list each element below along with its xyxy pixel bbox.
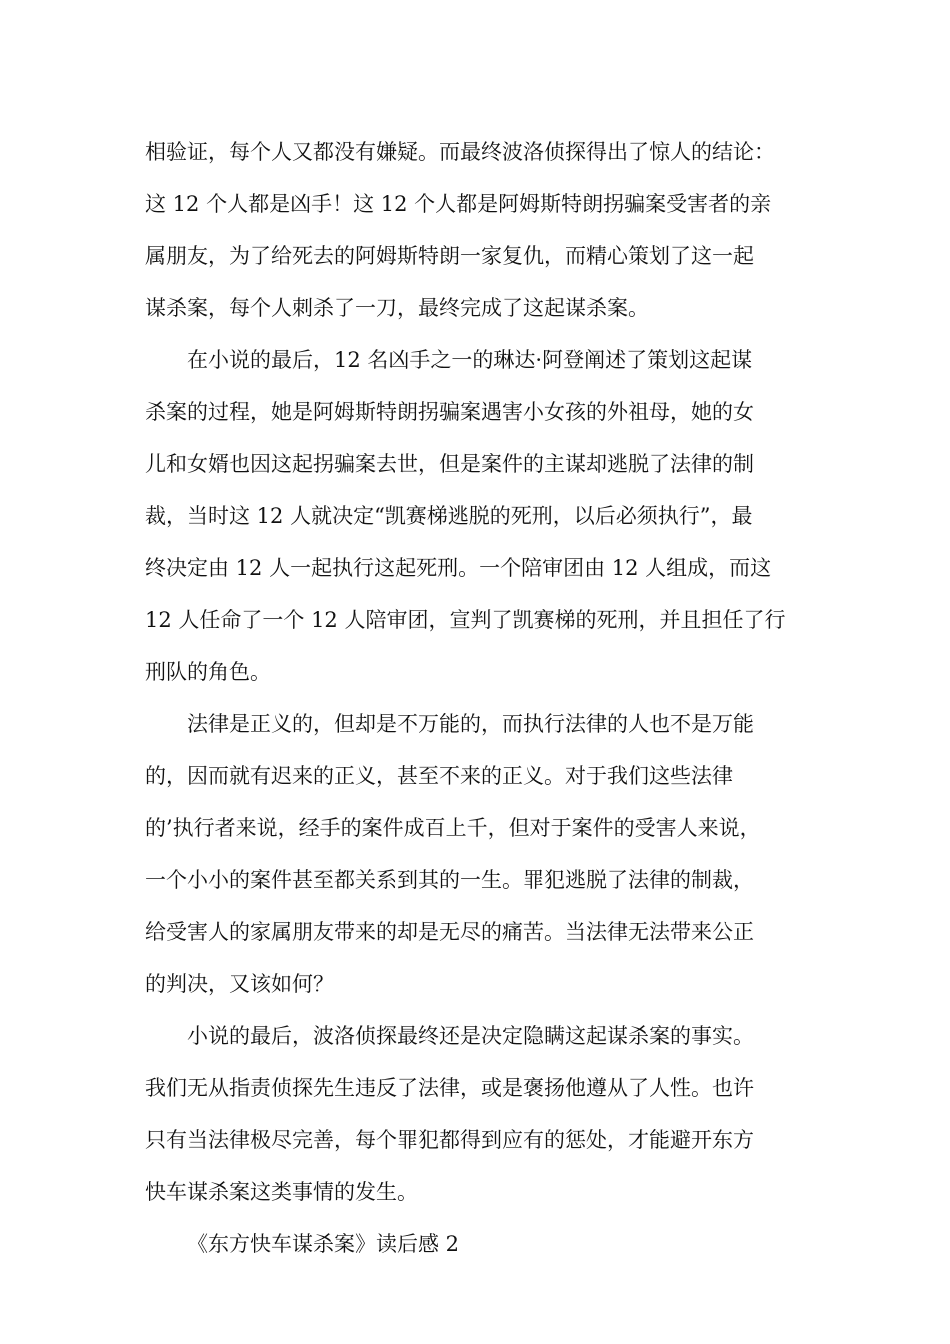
text-line: 终决定由 12 人一起执行这起死刑。一个陪审团由 12 人组成，而这 [145, 556, 772, 580]
text-line: 我们无从指责侦探先生违反了法律，或是褒扬他遵从了人性。也许 [145, 1076, 754, 1100]
text-line: 只有当法律极尽完善，每个罪犯都得到应有的惩处，才能避开东方 [145, 1128, 754, 1152]
text-line: 杀案的过程，她是阿姆斯特朗拐骗案遇害小女孩的外祖母，她的女 [145, 400, 754, 424]
text-line: 的，因而就有迟来的正义，甚至不来的正义。对于我们这些法律 [145, 764, 733, 788]
paragraph-4 [145, 1010, 811, 1218]
text-line: 裁，当时这 12 人就决定“凯赛梯逃脱的死刑，以后必须执行”，最 [145, 504, 753, 528]
text-line: 给受害人的家属朋友带来的却是无尽的痛苦。当法律无法带来公正 [145, 920, 754, 944]
text-line: 12 人任命了一个 12 人陪审团，宣判了凯赛梯的死刑，并且担任了行 [145, 608, 786, 632]
text-line: 一个小小的案件甚至都关系到其的一生。罪犯逃脱了法律的制裁， [145, 868, 754, 892]
paragraph-3 [145, 698, 811, 1010]
text-line: 刑队的角色。 [145, 660, 271, 684]
text-line: 在小说的最后，12 名凶手之一的琳达·阿登阐述了策划这起谋 [187, 348, 753, 372]
text-line: 的判决，又该如何？ [145, 972, 334, 996]
text-line: 这 12 个人都是凶手！这 12 个人都是阿姆斯特朗拐骗案受害者的亲 [145, 192, 772, 216]
text-line: 相验证，每个人又都没有嫌疑。而最终波洛侦探得出了惊人的结论： [145, 140, 775, 164]
text-line: 儿和女婿也因这起拐骗案去世，但是案件的主谋却逃脱了法律的制 [145, 452, 754, 476]
text-line: 快车谋杀案这类事情的发生。 [145, 1180, 418, 1204]
paragraph-2 [145, 334, 811, 698]
paragraph-1 [145, 126, 811, 334]
text-line: 谋杀案，每个人刺杀了一刀，最终完成了这起谋杀案。 [145, 296, 649, 320]
text-line: 属朋友，为了给死去的阿姆斯特朗一家复仇，而精心策划了这一起 [145, 244, 754, 268]
text-line: 法律是正义的，但却是不万能的，而执行法律的人也不是万能 [187, 712, 754, 736]
section-heading: 《东方快车谋杀案》读后感 2 [187, 1232, 460, 1256]
text-line: 小说的最后，波洛侦探最终还是决定隐瞒这起谋杀案的事实。 [187, 1024, 754, 1048]
document-body [145, 126, 811, 1270]
text-line: 的’执行者来说，经手的案件成百上千，但对于案件的受害人来说， [145, 816, 761, 840]
